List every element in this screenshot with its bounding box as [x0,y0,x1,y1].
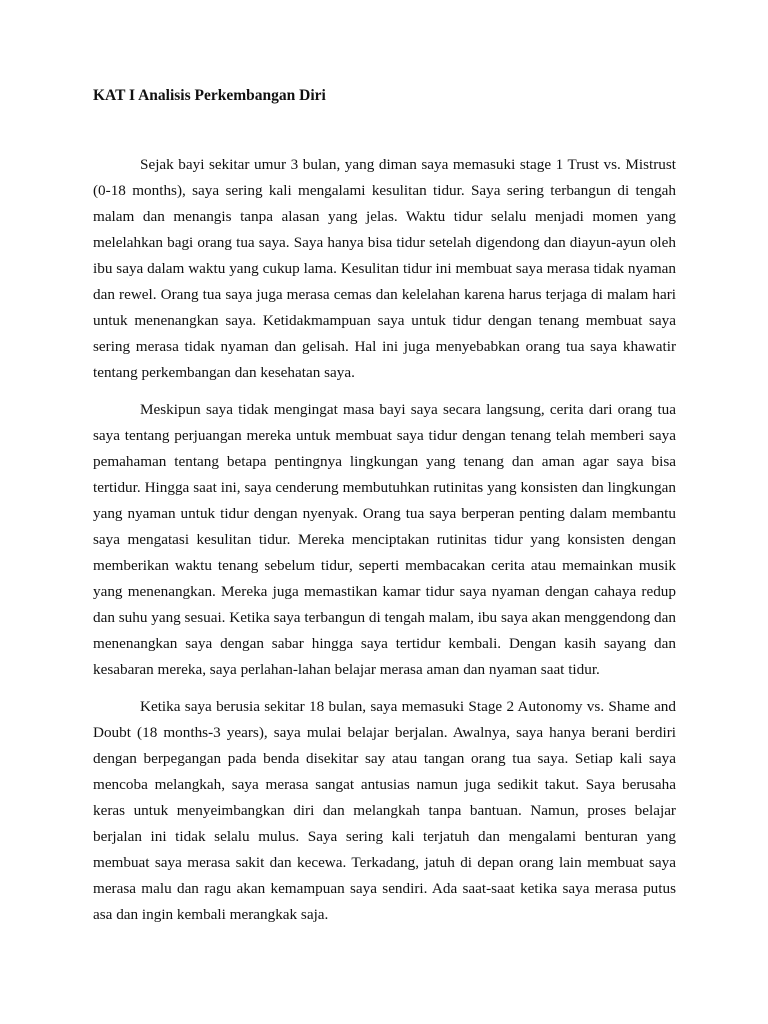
paragraph-trust-vs-mistrust: Sejak bayi sekitar umur 3 bulan, yang diman saya memasuki stage 1 Trust vs. Mistrust (0-18 months), saya sering kali mengalami kesulitan tidur. Saya sering terbangun di tengah malam dan menangis tanpa alasan yang jelas. Waktu tidur selalu menjadi momen yang melelahkan bagi orang tua saya. Saya hanya bisa tidur setelah digendong dan diayun-ayun oleh ibu saya dalam waktu yang cukup lama. Kesulitan tidur ini membuat saya merasa tidak nyaman dan rewel. Orang tua saya juga merasa cemas dan kelelahan karena harus terjaga di malam hari untuk menenangkan saya. Ketidakmampuan saya untuk tidur dengan tenang membuat saya sering merasa tidak nyaman dan gelisah. Hal ini juga menyebabkan orang tua saya khawatir tentang perkembangan dan kesehatan saya. [93,156,676,381]
document-body [93,152,676,939]
paragraph-autonomy-vs-shame: Ketika saya berusia sekitar 18 bulan, saya memasuki Stage 2 Autonomy vs. Shame and Doubt (18 months-3 years), saya mulai belajar berjalan. Awalnya, saya hanya berani berdiri dengan berpegangan pada benda disekitar say atau tangan orang tua saya. Setiap kali saya mencoba melangkah, saya merasa sangat antusias namun juga sedikit takut. Saya berusaha keras untuk menyeimbangkan diri dan melangkah tanpa bantuan. Namun, proses belajar berjalan ini tidak selalu mulus. Saya sering kali terjatuh dan mengalami benturan yang membuat saya merasa sakit dan kecewa. Terkadang, jatuh di depan orang lain membuat saya merasa malu dan ragu akan kemampuan saya sendiri. Ada saat-saat ketika saya merasa putus asa dan ingin kembali merangkak saja. [93,698,676,923]
document-title: KAT I Analisis Perkembangan Diri [93,87,326,104]
paragraph-parents-support: Meskipun saya tidak mengingat masa bayi saya secara langsung, cerita dari orang tua saya tentang perjuangan mereka untuk membuat saya tidur dengan tenang telah memberi saya pemahaman tentang betapa pentingnya lingkungan yang tenang dan aman agar saya bisa tertidur. Hingga saat ini, saya cenderung membutuhkan rutinitas yang konsisten dan lingkungan yang nyaman untuk tidur dengan nyenyak. Orang tua saya berperan penting dalam membantu saya mengatasi kesulitan tidur. Mereka menciptakan rutinitas tidur yang konsisten dengan memberikan waktu tenang sebelum tidur, seperti membacakan cerita atau memainkan musik yang menenangkan. Mereka juga memastikan kamar tidur saya nyaman dengan cahaya redup dan suhu yang sesuai. Ketika saya terbangun di tengah malam, ibu saya akan menggendong dan menenangkan saya dengan sabar hingga saya tertidur kembali. Dengan kasih sayang dan kesabaran mereka, saya perlahan-lahan belajar merasa aman dan nyaman saat tidur. [93,401,676,678]
